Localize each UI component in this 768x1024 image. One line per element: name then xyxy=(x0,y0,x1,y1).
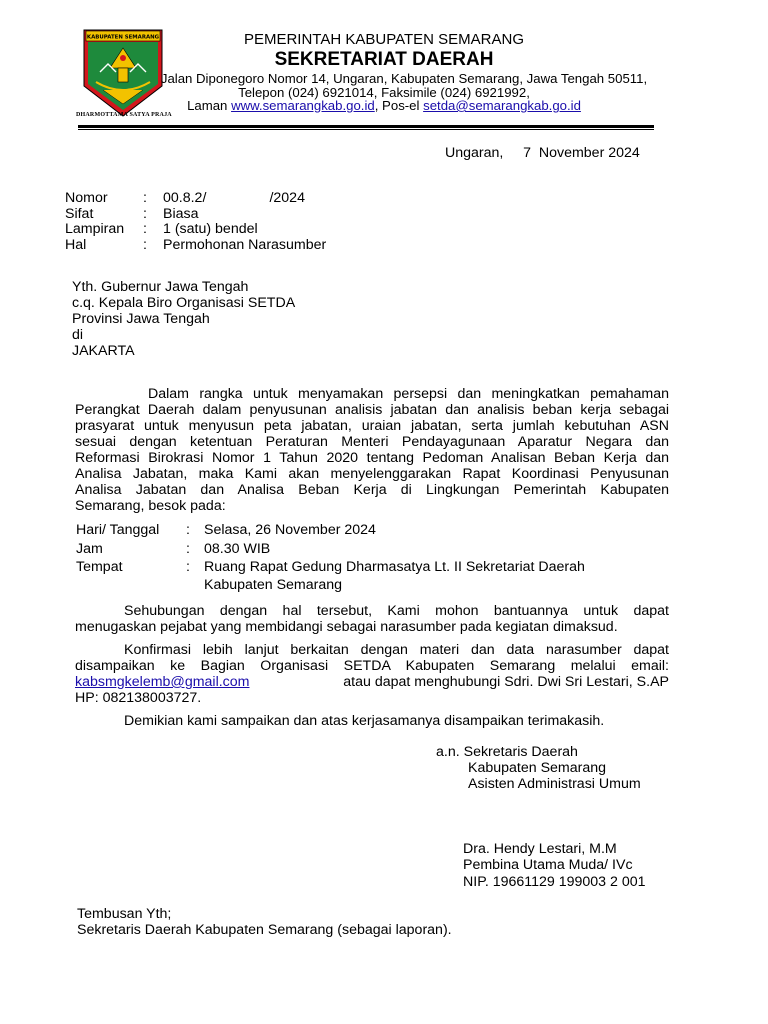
schedule-value-time: 08.30 WIB xyxy=(204,541,271,557)
meta-colon: : xyxy=(143,221,147,237)
meta-label-nomor: Nomor xyxy=(65,190,108,206)
website-link[interactable]: www.semarangkab.go.id xyxy=(231,98,375,113)
svg-text:KABUPATEN SEMARANG: KABUPATEN SEMARANG xyxy=(86,34,160,41)
signatory-region: Kabupaten Semarang xyxy=(468,760,607,776)
body-line: Reformasi Birokrasi Nomor 1 Tahun 2020 tentang Pedoman Analisan Beban Kerja dan xyxy=(75,450,669,466)
schedule-colon: : xyxy=(186,541,190,557)
meta-colon: : xyxy=(143,206,147,222)
address-line: Jalan Diponegoro Nomor 14, Ungaran, Kabupaten Semarang, Jawa Tengah 50511, xyxy=(160,71,648,86)
closing-sentence: Demikian kami sampaikan dan atas kerjasamanya disampaikan terimakasih. xyxy=(124,713,605,729)
recipient-line: di xyxy=(72,327,84,343)
office-email-link[interactable]: setda@semarangkab.go.id xyxy=(423,98,581,113)
office-title: SEKRETARIAT DAERAH xyxy=(274,49,494,70)
recipient-line: Provinsi Jawa Tengah xyxy=(72,311,210,327)
schedule-value-place: Ruang Rapat Gedung Dharmasatya Lt. II Sekretariat Daerah xyxy=(204,559,585,575)
body-line: sesuai dengan ketentuan Peraturan Menteri Pendayagunaan Aparatur Negara dan xyxy=(75,434,669,450)
schedule-value-place-cont: Kabupaten Semarang xyxy=(204,577,343,593)
body-line: Perangkat Daerah dalam penyusunan analisis jabatan dan analisis beban kerja sebagai xyxy=(75,402,669,418)
signatory-name: Dra. Hendy Lestari, M.M xyxy=(463,841,617,857)
contact-email-link[interactable]: kabsmgkelemb@gmail.com xyxy=(75,674,250,690)
contact-after-email: atau dapat menghubungi Sdri. Dwi Sri Lestari, S.AP xyxy=(343,674,669,690)
meta-value-hal: Permohonan Narasumber xyxy=(163,237,327,253)
schedule-colon: : xyxy=(186,559,190,575)
date-place: Ungaran, 7 November 2024 xyxy=(445,145,640,161)
web-email-line xyxy=(0,98,768,113)
meta-colon: : xyxy=(143,237,147,253)
meta-value-nomor: 00.8.2/ /2024 xyxy=(163,190,305,206)
crest-motto: DHARMOTTAMA SATYA PRAJA xyxy=(76,112,172,118)
meta-label-lampiran: Lampiran xyxy=(65,221,125,237)
meta-label-sifat: Sifat xyxy=(65,206,94,222)
body-line: menugaskan pejabat yang membidangi sebagai narasumber pada kegiatan dimaksud. xyxy=(75,619,618,635)
web-prefix: Laman xyxy=(187,98,232,113)
schedule-label-date: Hari/ Tanggal xyxy=(76,522,160,538)
meta-value-lampiran: 1 (satu) bendel xyxy=(163,221,258,237)
contact-phone: HP: 082138003727. xyxy=(75,690,202,706)
cc-item: Sekretaris Daerah Kabupaten Semarang (sebagai laporan). xyxy=(77,922,452,938)
email-prefix: , Pos-el xyxy=(374,98,424,113)
letterhead-rule-thick xyxy=(78,125,654,128)
contact-line xyxy=(75,674,669,690)
signatory-nip: NIP. 19661129 199003 2 001 xyxy=(463,874,646,890)
schedule-label-time: Jam xyxy=(76,541,103,557)
meta-label-hal: Hal xyxy=(65,237,87,253)
schedule-value-date: Selasa, 26 November 2024 xyxy=(204,522,376,538)
recipient-line: JAKARTA xyxy=(72,343,135,359)
meta-colon: : xyxy=(143,190,147,206)
body-line: disampaikan ke Bagian Organisasi SETDA Kabupaten Semarang melalui email: xyxy=(75,658,669,674)
body-line: Sehubungan dengan hal tersebut, Kami mohon bantuannya untuk dapat xyxy=(124,603,669,619)
signatory-on-behalf: a.n. Sekretaris Daerah xyxy=(436,744,578,760)
body-line: Semarang, besok pada: xyxy=(75,498,226,514)
body-line: Analisa Jabatan dan Analisa Beban Kerja di Lingkungan Pemerintah Kabupaten xyxy=(75,482,669,498)
government-title: PEMERINTAH KABUPATEN SEMARANG xyxy=(243,31,525,48)
schedule-label-place: Tempat xyxy=(76,559,123,575)
cc-heading: Tembusan Yth; xyxy=(77,906,172,922)
body-line: prasyarat untuk menyusun peta jabatan, uraian jabatan, serta jumlah kebutuhan ASN xyxy=(75,418,669,434)
recipient-line: c.q. Kepala Biro Organisasi SETDA xyxy=(72,295,296,311)
signatory-rank: Pembina Utama Muda/ IVc xyxy=(463,857,633,873)
schedule-colon: : xyxy=(186,522,190,538)
body-line: Konfirmasi lebih lanjut berkaitan dengan materi dan data narasumber dapat xyxy=(124,642,669,658)
letterhead-rule-thin xyxy=(78,129,654,130)
recipient-line: Yth. Gubernur Jawa Tengah xyxy=(72,279,249,295)
phone-line: Telepon (024) 6921014, Faksimile (024) 6921992, xyxy=(238,85,530,100)
meta-value-sifat: Biasa xyxy=(163,206,199,222)
body-line: Analisa Jabatan, maka Kami akan menyelenggarakan Rapat Koordinasi Penyusunan xyxy=(75,466,669,482)
signatory-position: Asisten Administrasi Umum xyxy=(468,776,641,792)
body-line: Dalam rangka untuk menyamakan persepsi dan meningkatkan pemahaman xyxy=(148,386,669,402)
